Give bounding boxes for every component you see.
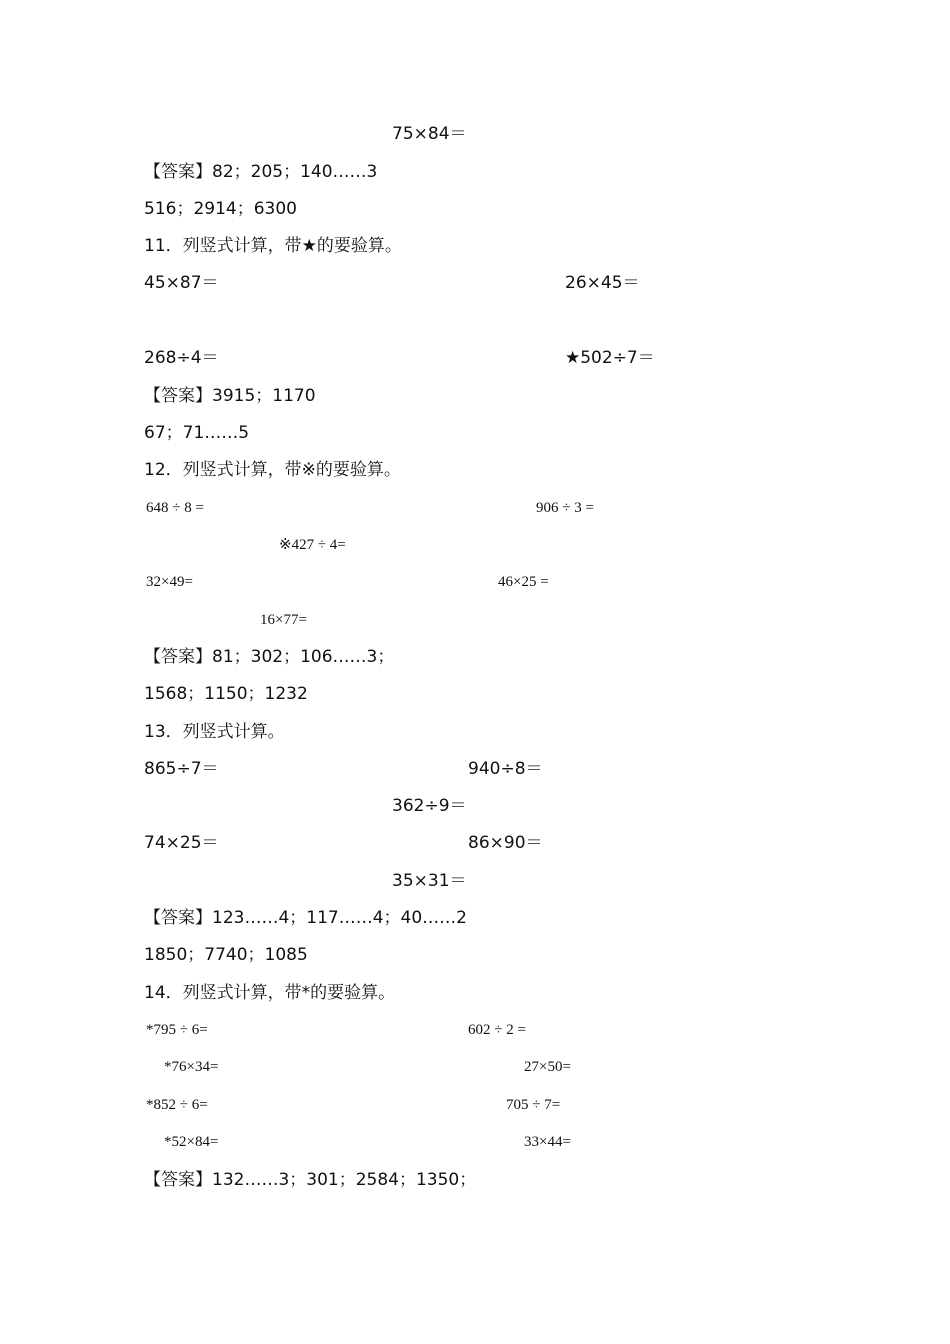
expression-502div7-star: ★502÷7＝: [565, 348, 655, 368]
answer-line-11a: 【答案】3915；1170: [144, 386, 316, 406]
question-12-title: 12．列竖式计算，带※的要验算。: [144, 460, 401, 480]
question-11-title: 11．列竖式计算，带★的要验算。: [144, 236, 402, 256]
expression-32x49: 32×49=: [146, 574, 193, 590]
expression-46x25: 46×25 =: [498, 574, 549, 590]
expression-35x31: 35×31＝: [392, 871, 467, 891]
expression-795div6: *795 ÷ 6=: [146, 1022, 208, 1038]
question-14-title: 14．列竖式计算，带*的要验算。: [144, 983, 396, 1003]
expression-74x25: 74×25＝: [144, 833, 219, 853]
answer-line-13b: 1850；7740；1085: [144, 945, 308, 965]
expression-906div3: 906 ÷ 3 =: [536, 500, 594, 516]
answer-line-14a: 【答案】132……3；301；2584；1350；: [144, 1170, 477, 1190]
question-13-title: 13．列竖式计算。: [144, 722, 285, 742]
expression-52x84: *52×84=: [164, 1134, 219, 1150]
expression-362div9: 362÷9＝: [392, 796, 467, 816]
expression-940div8: 940÷8＝: [468, 759, 543, 779]
expression-26x45: 26×45＝: [565, 273, 640, 293]
answer-line-11b: 67；71……5: [144, 423, 250, 443]
answer-line-12a: 【答案】81；302；106……3；: [144, 647, 395, 667]
expression-76x34: *76×34=: [164, 1059, 219, 1075]
expression-852div6: *852 ÷ 6=: [146, 1097, 208, 1113]
expression-33x44: 33×44=: [524, 1134, 571, 1150]
expression-75x84: 75×84＝: [392, 124, 467, 144]
expression-648div8: 648 ÷ 8 =: [146, 500, 204, 516]
answer-line-10b: 516；2914；6300: [144, 199, 297, 219]
answer-line-10a: 【答案】82；205；140……3: [144, 162, 378, 182]
expression-427div4-mark: ※427 ÷ 4=: [279, 537, 346, 553]
expression-268div4: 268÷4＝: [144, 348, 219, 368]
answer-line-12b: 1568；1150；1232: [144, 684, 308, 704]
expression-86x90: 86×90＝: [468, 833, 543, 853]
expression-602div2: 602 ÷ 2 =: [468, 1022, 526, 1038]
expression-27x50: 27×50=: [524, 1059, 571, 1075]
expression-16x77: 16×77=: [260, 612, 307, 628]
expression-865div7: 865÷7＝: [144, 759, 219, 779]
expression-45x87: 45×87＝: [144, 273, 219, 293]
answer-line-13a: 【答案】123……4；117……4；40……2: [144, 908, 467, 928]
expression-705div7: 705 ÷ 7=: [506, 1097, 561, 1113]
